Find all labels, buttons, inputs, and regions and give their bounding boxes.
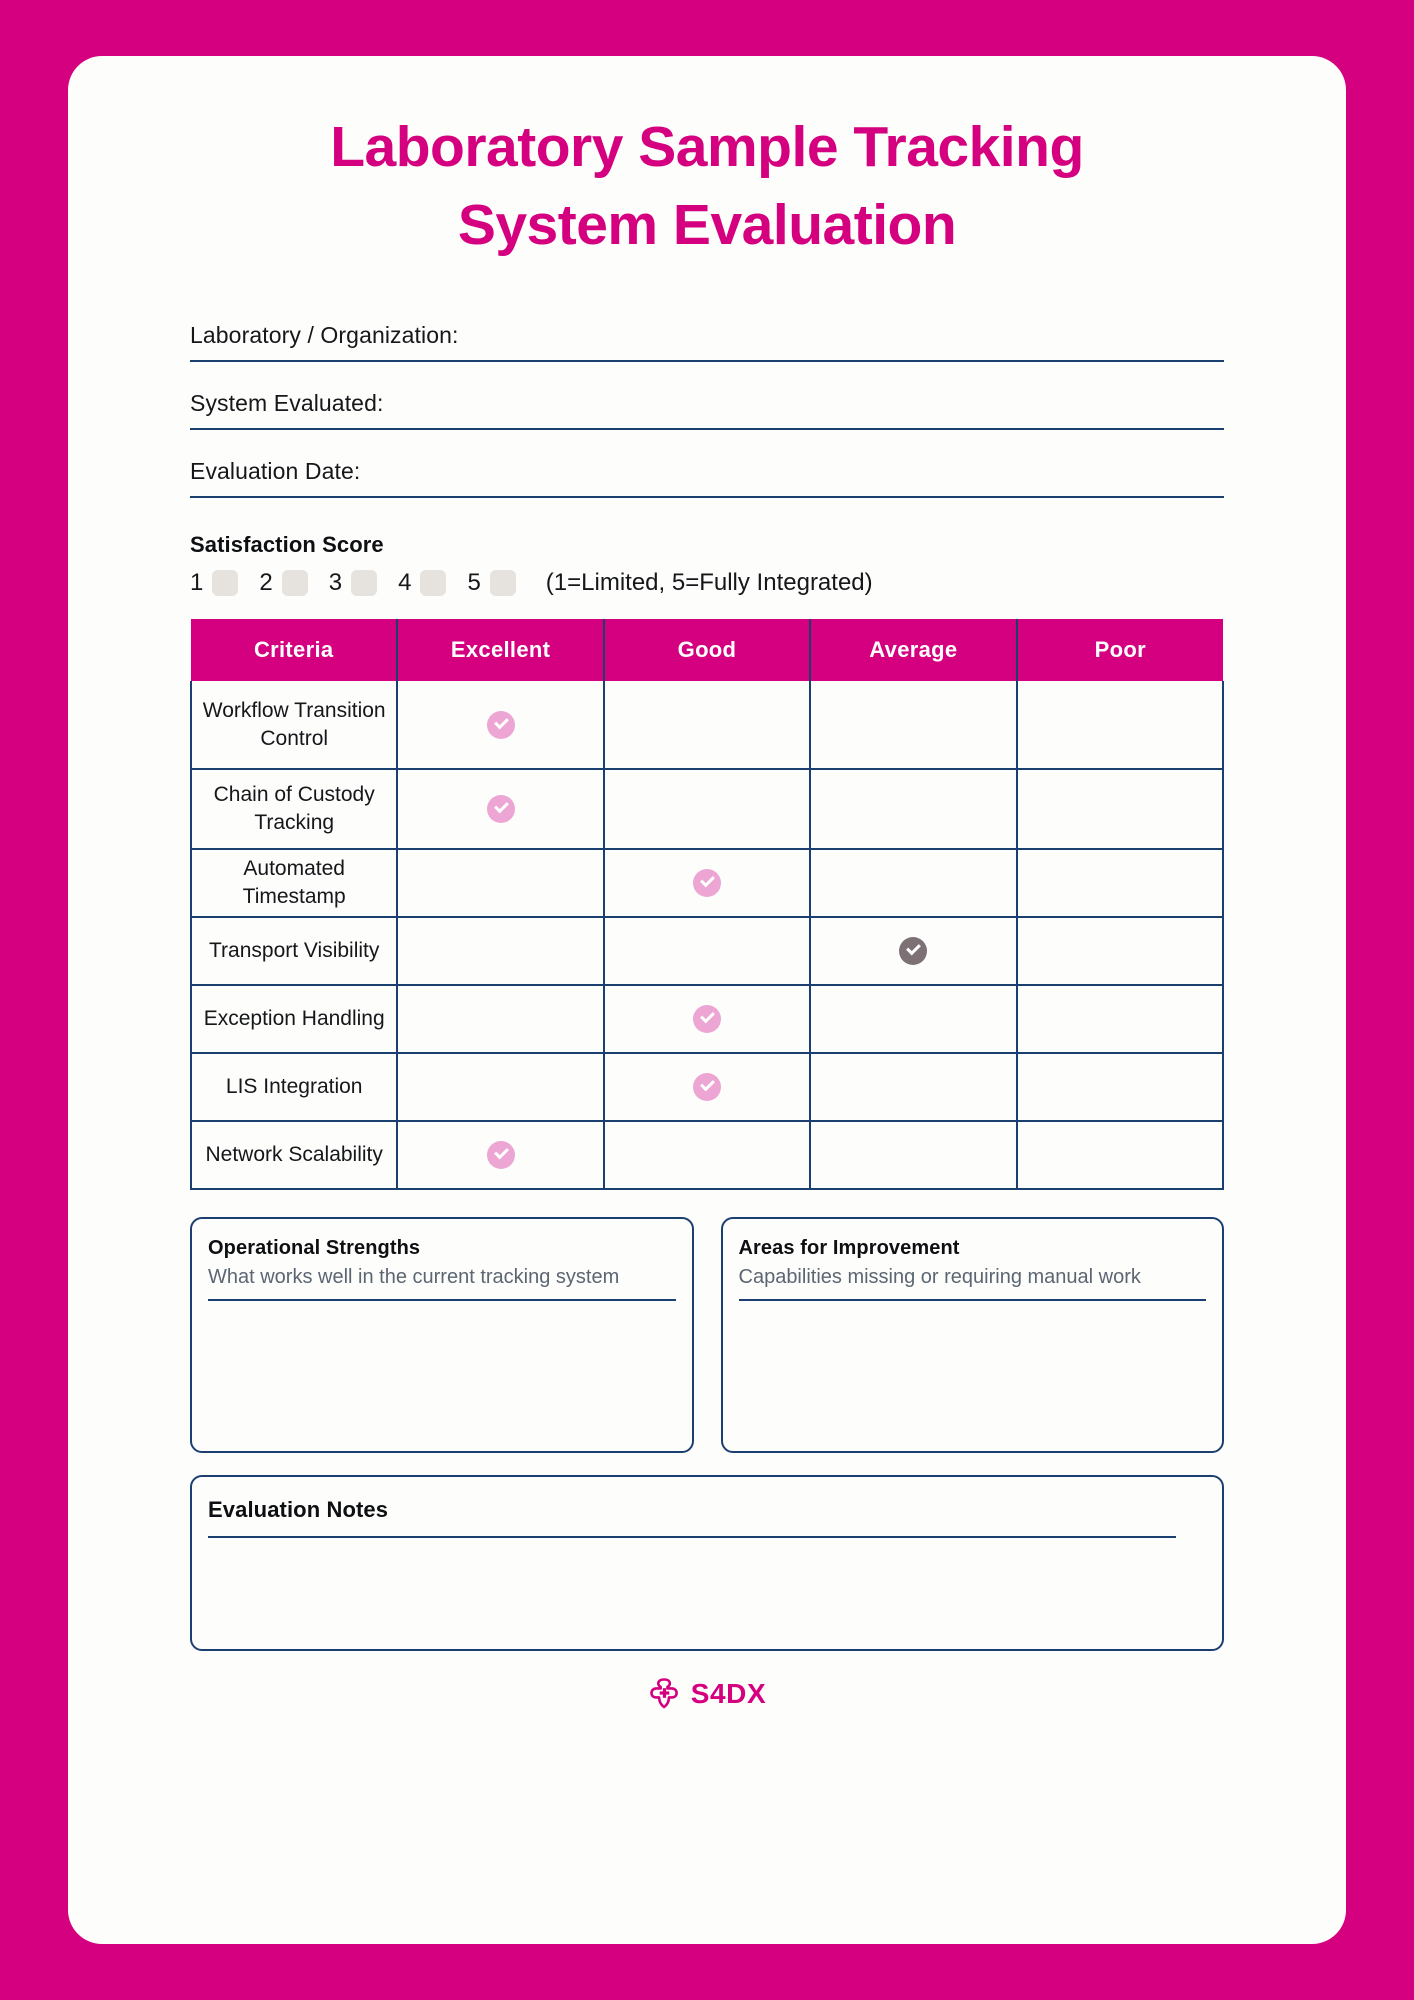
row-criteria-label: LIS Integration [191,1053,397,1121]
field-label: Evaluation Date: [190,458,361,485]
column-header-poor: Poor [1017,619,1223,681]
satisfaction-checkbox-1[interactable] [212,570,238,596]
check-icon [487,1141,515,1169]
box-placeholder: What works well in the current tracking system [208,1266,620,1289]
rating-cell-good[interactable] [604,1053,810,1121]
evaluation-form-page [68,56,1346,1944]
table-row [191,985,1223,1053]
row-criteria-label: Automated Timestamp [191,849,397,917]
areas-for-improvement-input-line[interactable] [739,1299,1207,1301]
check-icon [487,795,515,823]
satisfaction-score-section [190,532,1224,597]
satisfaction-checkbox-3[interactable] [351,570,377,596]
brand-name: S4DX [690,1677,767,1709]
row-criteria-label: Network Scalability [191,1121,397,1189]
row-criteria-label: Workflow Transition Control [191,681,397,769]
field-input-line-evaluation-date[interactable] [190,496,1224,498]
rating-cell-average[interactable] [810,985,1016,1053]
rating-cell-good[interactable] [604,985,810,1053]
box-title: Operational Strengths [208,1237,421,1260]
satisfaction-checkbox-4[interactable] [420,570,446,596]
check-icon [693,1005,721,1033]
rating-cell-good[interactable] [604,769,810,849]
box-title: Areas for Improvement [738,1237,960,1260]
rating-cell-average[interactable] [810,849,1016,917]
rating-cell-average[interactable] [810,917,1016,985]
rating-cell-excellent[interactable] [397,1121,603,1189]
footer [190,1677,1224,1710]
column-header-excellent: Excellent [397,619,603,681]
rating-cell-average[interactable] [810,769,1016,849]
satisfaction-option-label: 4 [398,569,412,597]
table-header [191,619,1223,681]
satisfaction-option-2[interactable] [259,569,307,597]
satisfaction-checkbox-2[interactable] [282,570,308,596]
table-row [191,681,1223,769]
satisfaction-option-4[interactable] [398,569,446,597]
rating-cell-average[interactable] [810,1121,1016,1189]
evaluation-notes-box [190,1475,1224,1651]
satisfaction-legend: (1=Limited, 5=Fully Integrated) [545,569,873,597]
column-header-good: Good [604,619,810,681]
field-label: Laboratory / Organization: [190,322,459,349]
rating-cell-excellent[interactable] [397,681,603,769]
medical-cross-badge-icon [648,1677,681,1710]
rating-cell-excellent[interactable] [397,917,603,985]
rating-cell-excellent[interactable] [397,849,603,917]
field-system-evaluated [190,390,1224,430]
check-icon [693,869,721,897]
check-icon [899,937,927,965]
satisfaction-score-title: Satisfaction Score [190,532,384,558]
page-title-line-1: Laboratory Sample Tracking [330,115,1084,179]
rating-cell-poor[interactable] [1017,917,1223,985]
field-label: System Evaluated: [190,390,384,417]
row-criteria-label: Transport Visibility [191,917,397,985]
satisfaction-option-5[interactable] [467,569,515,597]
satisfaction-score-options [190,569,1224,597]
table-row [191,1121,1223,1189]
row-criteria-label: Exception Handling [191,985,397,1053]
rating-cell-excellent[interactable] [397,1053,603,1121]
box-placeholder: Capabilities missing or requiring manual work [738,1266,1141,1289]
table-body [191,681,1223,1189]
rating-cell-excellent[interactable] [397,985,603,1053]
rating-cell-poor[interactable] [1017,985,1223,1053]
rating-cell-good[interactable] [604,681,810,769]
column-header-criteria: Criteria [191,619,397,681]
operational-strengths-input-line[interactable] [208,1299,676,1301]
rating-cell-excellent[interactable] [397,769,603,849]
page-title [190,56,1224,264]
rating-cell-poor[interactable] [1017,769,1223,849]
table-row [191,917,1223,985]
comment-boxes [190,1217,1224,1453]
page-title-line-2: System Evaluation [457,193,957,258]
rating-cell-average[interactable] [810,1053,1016,1121]
identification-fields [190,322,1224,498]
field-input-line-system-evaluated[interactable] [190,428,1224,430]
rating-cell-good[interactable] [604,1121,810,1189]
table-row [191,849,1223,917]
satisfaction-option-1[interactable] [190,569,238,597]
field-input-line-laboratory-organization[interactable] [190,360,1224,362]
satisfaction-option-label: 1 [190,569,204,597]
rating-cell-poor[interactable] [1017,681,1223,769]
table-header-row [191,619,1223,681]
satisfaction-option-label: 2 [259,569,273,597]
satisfaction-option-label: 3 [328,569,343,597]
row-criteria-label: Chain of Custody Tracking [191,769,397,849]
table-row [191,1053,1223,1121]
operational-strengths-box [190,1217,694,1453]
rating-cell-good[interactable] [604,849,810,917]
criteria-rating-table [190,619,1224,1190]
check-icon [693,1073,721,1101]
rating-cell-poor[interactable] [1017,1121,1223,1189]
evaluation-notes-input-line[interactable] [208,1536,1176,1538]
areas-for-improvement-box [721,1217,1225,1453]
rating-cell-poor[interactable] [1017,1053,1223,1121]
rating-cell-good[interactable] [604,917,810,985]
rating-cell-average[interactable] [810,681,1016,769]
check-icon [487,711,515,739]
notes-title: Evaluation Notes [208,1497,389,1523]
field-evaluation-date [190,458,1224,498]
satisfaction-checkbox-5[interactable] [490,570,516,596]
table-row [191,769,1223,849]
rating-cell-poor[interactable] [1017,849,1223,917]
column-header-average: Average [810,619,1016,681]
satisfaction-option-3[interactable] [329,569,377,597]
satisfaction-option-label: 5 [467,569,481,597]
field-laboratory-organization [190,322,1224,362]
